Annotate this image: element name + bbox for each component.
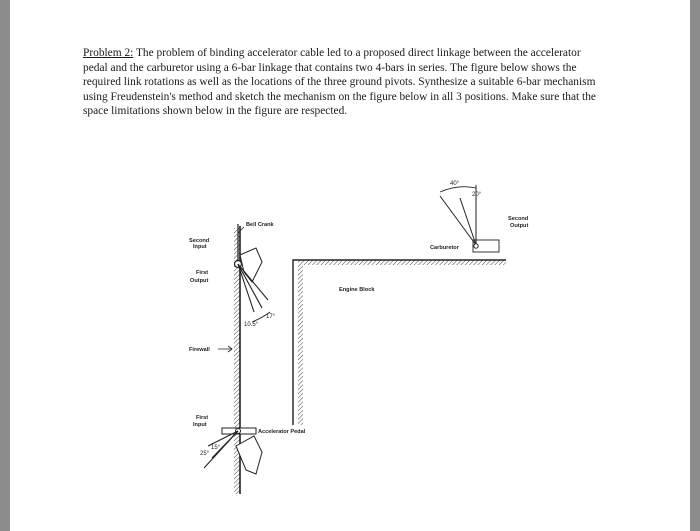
firewall-arrow-icon [218,346,232,352]
angle-10-5-label: 10.5° [244,322,259,328]
second-input-label-line1: Second [189,238,210,244]
engine-block [293,260,506,425]
firewall-label: Firewall [189,347,210,353]
first-input-label-line1: First [196,415,209,421]
accelerator-pedal-label: Accelerator Pedal [258,429,306,435]
second-input-label-line2: Input [193,244,207,250]
bell-crank-body [240,248,262,282]
problem-text: The problem of binding accelerator cable led to a proposed direct linkage between the accelerator pedal and the carburetor using a 6-bar linkage that contains two 4-bars in series. The figure below shows the required link rotations as well as the locations of the three ground pivots. Synthesize a suitable 6-bar mechanism using Freudenstein's method and sketch the mechanism on the figure below in all 3 positions. Make sure that the space limitations shown below in the figure are respected. [83,47,596,118]
pedal-arm-3 [204,431,238,468]
first-input-label-line2: Input [193,422,207,428]
first-output-label-line1: First [196,270,209,276]
first-output-label-line2: Output [190,278,209,284]
bell-crank-label: Bell Crank [246,222,274,228]
angle-15-label: 15° [211,445,221,451]
problem-label: Problem 2: [83,47,134,59]
engine-block-label: Engine Block [339,287,375,293]
engine-block-side-hatch [298,265,303,425]
carburetor-mechanism [430,181,529,252]
angle-17-label: 17° [266,314,276,320]
engine-block-outline [293,260,506,425]
carburetor-label: Carburetor [430,245,459,251]
angle-40-label: 40° [450,181,460,187]
second-output-label-line2: Output [510,223,529,229]
carb-output-link-1 [440,196,476,245]
accelerator-pedal-mechanism [193,415,306,474]
second-output-label-line1: Second [508,216,529,222]
carb-pivot [474,244,478,248]
angle-20-label: 20° [472,192,482,198]
angle-25-label: 25° [200,451,210,457]
engine-block-top-hatch [298,260,506,265]
carb-angle-arc [440,187,476,192]
carb-output-link-2 [460,198,476,245]
